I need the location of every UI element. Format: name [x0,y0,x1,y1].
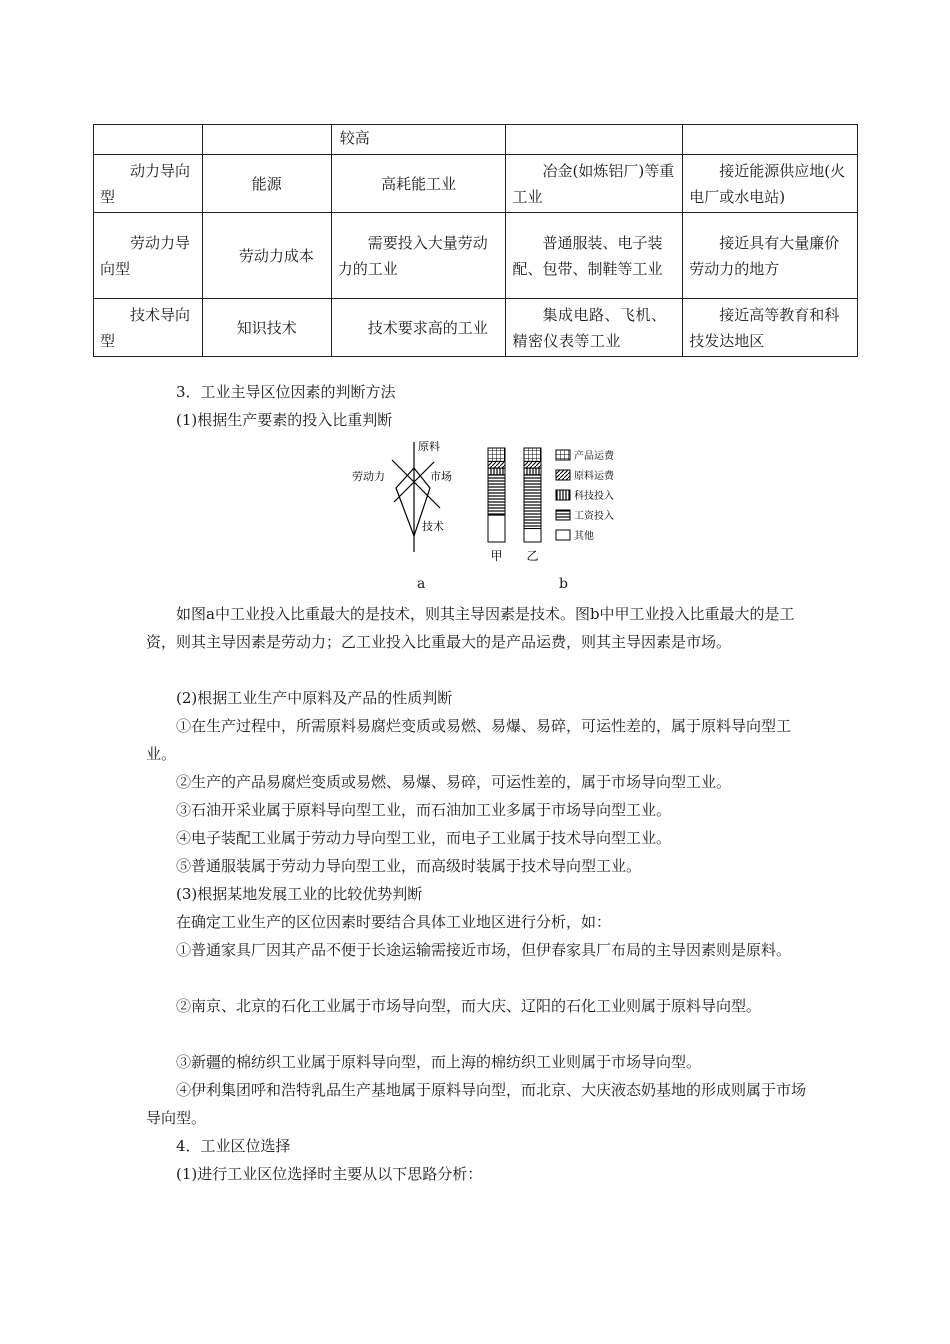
category-label: 乙 [526,549,539,563]
legend-swatch [556,470,570,480]
table-cell: 高耗能工业 [331,155,506,213]
legend-label: 工资投入 [574,511,614,522]
table-cell [94,213,203,299]
bar-segment [488,515,505,542]
figure-caption-b: b [559,576,568,592]
table-cell [331,299,506,357]
table-row [94,299,858,357]
table-cell [94,125,203,155]
paragraph: ⑤普通服装属于劳动力导向型工业，而高级时装属于技术导向型工业。 [176,857,642,875]
paragraph: ①在生产过程中，所需原料易腐烂变质或易燃、易爆、易碎，可运性差的，属于原料导向型工业。 [146,717,792,763]
cell-text: 劳动力导向型 [100,233,191,278]
table-row [94,155,858,213]
bar-segment [488,448,505,461]
legend-swatch [556,450,570,460]
cell-text: 技术要求高的工业 [367,318,488,337]
bar-segment [488,475,505,515]
section-heading: 3．工业主导区位因素的判断方法 [176,383,396,401]
cell-text: 冶金(如炼铝厂)等重工业 [512,161,675,206]
table-cell [506,299,683,357]
category-labels [490,549,538,563]
bar-segment [524,529,541,542]
legend-label: 其他 [574,531,594,542]
table-cell [683,299,858,357]
axis-label-raw-material: 原料 [418,440,440,453]
factor-diagram-a [352,439,452,552]
table-cell [506,155,683,213]
subsection-heading: (1)根据生产要素的投入比重判断 [176,411,393,429]
legend-label: 产品运费 [574,451,614,462]
legend-label: 原料运费 [574,471,614,482]
cell-text: 需要投入大量劳动力的工业 [337,233,488,278]
cell-text: 集成电路、飞机、精密仪表等工业 [512,305,667,350]
cell-text: 接近能源供应地(火电厂或水电站) [689,161,846,206]
bar-segment [524,448,541,461]
paragraph: ④伊利集团呼和浩特乳品生产基地属于原料导向型，而北京、大庆液态奶基地的形成则属于市场导向型。 [146,1081,807,1127]
cell-text: 接近具有大量廉价劳动力的地方 [689,233,840,278]
table-cell [94,299,203,357]
legend-label: 科技投入 [574,491,614,502]
cell-text: 劳动力成本 [238,246,314,265]
bar-segment [488,468,505,475]
axis-label-technology: 技术 [422,520,444,533]
paragraph: ②生产的产品易腐烂变质或易燃、易爆、易碎，可运性差的，属于市场导向型工业。 [176,773,732,791]
axis-label-market: 市场 [430,470,452,483]
paragraph: 在确定工业生产的区位因素时要结合具体工业地区进行分析，如： [176,913,612,931]
table-cell: 较高 [331,125,506,155]
table-cell [683,155,858,213]
factor-figure [340,438,640,568]
paragraph: ②南京、北京的石化工业属于市场导向型，而大庆、辽阳的石化工业则属于原料导向型。 [176,997,762,1015]
table-cell [506,213,683,299]
table-cell [506,125,683,155]
category-label: 甲 [490,549,503,563]
table-cell [94,155,203,213]
table-cell [331,213,506,299]
table-row [94,125,858,155]
paragraph: ④电子装配工业属于劳动力导向型工业，而电子工业属于技术导向型工业。 [176,829,672,847]
table-cell [202,125,331,155]
stacked-bar-chart-b [488,448,541,542]
cell-text: 技术导向型 [100,305,191,350]
axis-label-labor: 劳动力 [352,470,385,483]
bar-segment [488,461,505,468]
legend-swatch [556,490,570,500]
paragraph: ③石油开采业属于原料导向型工业，而石油加工业多属于市场导向型工业。 [176,801,672,819]
subsection-heading: (3)根据某地发展工业的比较优势判断 [176,885,423,903]
cell-text: 动力导向型 [100,161,191,206]
legend-swatch [556,530,570,540]
bar-segment [524,475,541,529]
figure-caption-a: a [417,576,426,592]
cell-text: 接近高等教育和科技发达地区 [689,305,840,350]
table-cell [683,213,858,299]
table-cell [683,125,858,155]
legend-swatch [556,510,570,520]
paragraph: ①普通家具厂因其产品不便于长途运输需接近市场，但伊春家具厂布局的主导因素则是原料。 [176,941,792,959]
paragraph: 如图a中工业投入比重最大的是技术，则其主导因素是技术。图b中甲工业投入比重最大的是工资，则其主导因素是劳动力；乙工业投入比重最大的是产品运费，则其主导因素是市场。 [146,605,795,651]
paragraph: ③新疆的棉纺织工业属于原料导向型，而上海的棉纺织工业则属于市场导向型。 [176,1053,702,1071]
table-cell: 知识技术 [202,299,331,357]
industry-type-table [93,124,858,357]
table-cell: 能源 [202,155,331,213]
subsection-heading: (2)根据工业生产中原料及产品的性质判断 [176,689,453,707]
table-row [94,213,858,299]
subsection-heading: (1)进行工业区位选择时主要从以下思路分析： [176,1165,483,1183]
bar-segment [524,468,541,475]
cell-text: 普通服装、电子装配、包带、制鞋等工业 [512,233,663,278]
chart-legend [556,449,615,542]
table-cell [202,213,331,299]
bar-segment [524,461,541,468]
section-heading: 4．工业区位选择 [176,1137,291,1155]
